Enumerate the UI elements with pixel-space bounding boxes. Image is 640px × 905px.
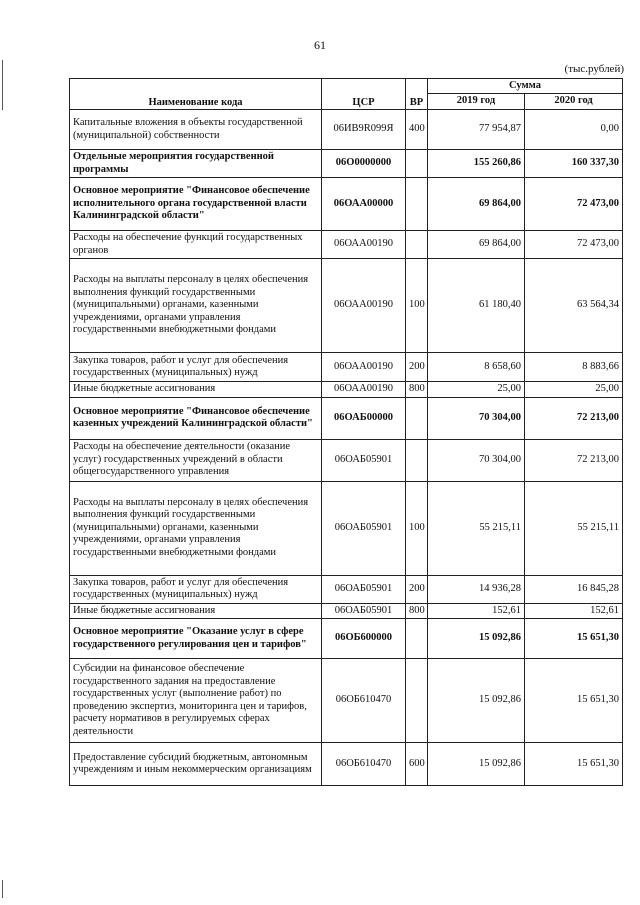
row-name-cell: Основное мероприятие "Оказание услуг в сфере государственного регулирования цен и тарифов" bbox=[70, 619, 322, 659]
row-2019-cell: 15 092,86 bbox=[428, 743, 525, 786]
row-vr-cell: 800 bbox=[406, 382, 428, 398]
row-name-cell: Субсидии на финансовое обеспечение государственного задания на предоставление государственных услуг (выполнение работ) по проведению экспертиз, мониторинга цен и тарифов, расчету нормативов в регулируемых сферах деятельности bbox=[70, 659, 322, 743]
row-csr-cell: 06ОАБ05901 bbox=[322, 575, 406, 603]
table-row bbox=[70, 353, 623, 382]
table-row bbox=[70, 231, 623, 259]
row-2019-cell: 70 304,00 bbox=[428, 439, 525, 481]
row-2020-cell: 152,61 bbox=[525, 603, 623, 619]
table-row bbox=[70, 575, 623, 603]
table-row bbox=[70, 603, 623, 619]
table-row bbox=[70, 382, 623, 398]
row-2019-cell: 77 954,87 bbox=[428, 110, 525, 150]
row-name-cell: Иные бюджетные ассигнования bbox=[70, 382, 322, 398]
row-2020-cell: 72 473,00 bbox=[525, 178, 623, 231]
table-row bbox=[70, 481, 623, 575]
row-2020-cell: 0,00 bbox=[525, 110, 623, 150]
row-csr-cell: 06ОАБ05901 bbox=[322, 603, 406, 619]
row-2019-cell: 55 215,11 bbox=[428, 481, 525, 575]
header-year-2020: 2020 год bbox=[525, 94, 623, 110]
row-csr-cell: 06ОАБ05901 bbox=[322, 439, 406, 481]
row-2019-cell: 155 260,86 bbox=[428, 150, 525, 178]
row-csr-cell: 06ОБ610470 bbox=[322, 659, 406, 743]
row-2020-cell: 15 651,30 bbox=[525, 619, 623, 659]
row-name-cell: Отдельные мероприятия государственной программы bbox=[70, 150, 322, 178]
table-row bbox=[70, 110, 623, 150]
row-2020-cell: 8 883,66 bbox=[525, 353, 623, 382]
row-vr-cell bbox=[406, 659, 428, 743]
row-2019-cell: 61 180,40 bbox=[428, 259, 525, 353]
row-2019-cell: 8 658,60 bbox=[428, 353, 525, 382]
row-name-cell: Иные бюджетные ассигнования bbox=[70, 603, 322, 619]
row-2020-cell: 25,00 bbox=[525, 382, 623, 398]
row-name-cell: Закупка товаров, работ и услуг для обеспечения государственных (муниципальных) нужд bbox=[70, 353, 322, 382]
header-sum: Сумма bbox=[428, 79, 623, 94]
row-name-cell: Предоставление субсидий бюджетным, автономным учреждениям и иным некоммерческим организациям bbox=[70, 743, 322, 786]
row-2020-cell: 72 213,00 bbox=[525, 397, 623, 439]
row-csr-cell: 06ОАА00190 bbox=[322, 259, 406, 353]
table-row bbox=[70, 259, 623, 353]
header-vr: ВР bbox=[406, 79, 428, 110]
row-csr-cell: 06ОБ600000 bbox=[322, 619, 406, 659]
row-csr-cell: 06ИВ9R099Я bbox=[322, 110, 406, 150]
table-row bbox=[70, 397, 623, 439]
row-vr-cell: 400 bbox=[406, 110, 428, 150]
row-vr-cell bbox=[406, 439, 428, 481]
table-row bbox=[70, 150, 623, 178]
row-vr-cell bbox=[406, 178, 428, 231]
row-csr-cell: 06ОАБ00000 bbox=[322, 397, 406, 439]
row-2019-cell: 69 864,00 bbox=[428, 231, 525, 259]
row-csr-cell: 06ОАА00190 bbox=[322, 353, 406, 382]
row-name-cell: Основное мероприятие "Финансовое обеспечение казенных учреждений Калининградской области" bbox=[70, 397, 322, 439]
row-2019-cell: 152,61 bbox=[428, 603, 525, 619]
row-name-cell: Капитальные вложения в объекты государственной (муниципальной) собственности bbox=[70, 110, 322, 150]
row-name-cell: Основное мероприятие "Финансовое обеспечение исполнительного органа государственной власти Калининградской области" bbox=[70, 178, 322, 231]
row-vr-cell: 100 bbox=[406, 481, 428, 575]
row-name-cell: Расходы на обеспечение функций государственных органов bbox=[70, 231, 322, 259]
page-number: 61 bbox=[314, 38, 326, 52]
row-csr-cell: 06ОАБ05901 bbox=[322, 481, 406, 575]
row-vr-cell bbox=[406, 397, 428, 439]
row-vr-cell: 200 bbox=[406, 353, 428, 382]
row-vr-cell: 600 bbox=[406, 743, 428, 786]
units-label: (тыс.рублей) bbox=[564, 63, 624, 75]
scan-margin-mark bbox=[2, 60, 3, 110]
row-csr-cell: 06О0000000 bbox=[322, 150, 406, 178]
row-2019-cell: 70 304,00 bbox=[428, 397, 525, 439]
row-2020-cell: 16 845,28 bbox=[525, 575, 623, 603]
row-name-cell: Расходы на выплаты персоналу в целях обеспечения выполнения функций государственными (муниципальными) органами, казенными учреждениями, органами управления государственными внебюджетными фондами bbox=[70, 481, 322, 575]
header-csr: ЦСР bbox=[322, 79, 406, 110]
row-2020-cell: 15 651,30 bbox=[525, 659, 623, 743]
row-2019-cell: 14 936,28 bbox=[428, 575, 525, 603]
table-row bbox=[70, 659, 623, 743]
row-csr-cell: 06ОБ610470 bbox=[322, 743, 406, 786]
table-row bbox=[70, 439, 623, 481]
table-row bbox=[70, 619, 623, 659]
row-csr-cell: 06ОАА00000 bbox=[322, 178, 406, 231]
table-row bbox=[70, 178, 623, 231]
row-csr-cell: 06ОАА00190 bbox=[322, 382, 406, 398]
row-vr-cell: 200 bbox=[406, 575, 428, 603]
row-2019-cell: 15 092,86 bbox=[428, 619, 525, 659]
scan-margin-mark bbox=[2, 880, 3, 898]
budget-table bbox=[69, 78, 623, 786]
row-2020-cell: 63 564,34 bbox=[525, 259, 623, 353]
row-vr-cell bbox=[406, 150, 428, 178]
row-2020-cell: 160 337,30 bbox=[525, 150, 623, 178]
row-vr-cell bbox=[406, 619, 428, 659]
row-csr-cell: 06ОАА00190 bbox=[322, 231, 406, 259]
row-2020-cell: 15 651,30 bbox=[525, 743, 623, 786]
row-2020-cell: 55 215,11 bbox=[525, 481, 623, 575]
row-2019-cell: 25,00 bbox=[428, 382, 525, 398]
row-name-cell: Закупка товаров, работ и услуг для обеспечения государственных (муниципальных) нужд bbox=[70, 575, 322, 603]
table-row bbox=[70, 743, 623, 786]
row-vr-cell bbox=[406, 231, 428, 259]
row-2019-cell: 15 092,86 bbox=[428, 659, 525, 743]
row-2019-cell: 69 864,00 bbox=[428, 178, 525, 231]
row-vr-cell: 100 bbox=[406, 259, 428, 353]
row-vr-cell: 800 bbox=[406, 603, 428, 619]
row-2020-cell: 72 473,00 bbox=[525, 231, 623, 259]
header-name: Наименование кода bbox=[70, 79, 322, 110]
row-name-cell: Расходы на обеспечение деятельности (оказание услуг) государственных учреждений в области общегосударственного управления bbox=[70, 439, 322, 481]
row-name-cell: Расходы на выплаты персоналу в целях обеспечения выполнения функций государственными (муниципальными) органами, казенными учреждениями, органами управления государственными внебюджетными фондами bbox=[70, 259, 322, 353]
row-2020-cell: 72 213,00 bbox=[525, 439, 623, 481]
header-year-2019: 2019 год bbox=[428, 94, 525, 110]
